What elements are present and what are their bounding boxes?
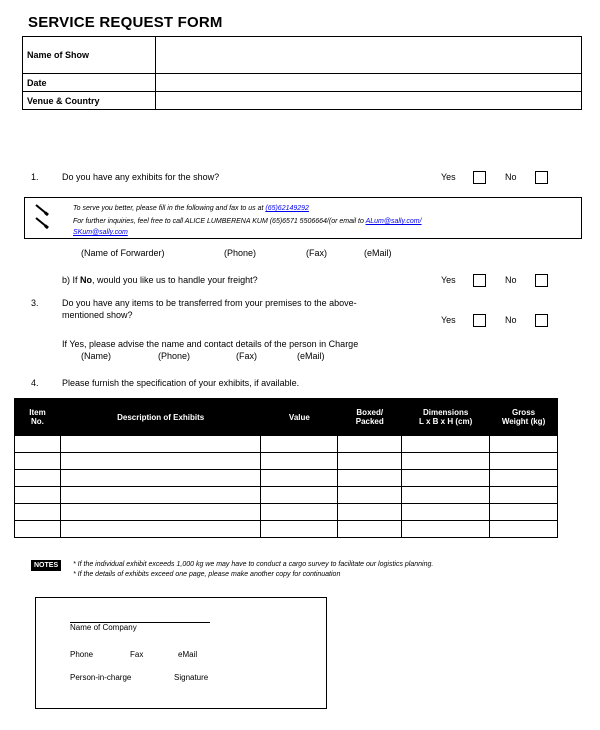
table-cell[interactable]: [15, 521, 61, 538]
table-cell[interactable]: [490, 487, 558, 504]
qb-no-label: No: [505, 275, 517, 285]
pencil-icon: [35, 204, 49, 216]
q1-number: 1.: [31, 172, 39, 182]
table-cell[interactable]: [402, 436, 490, 453]
fax-label: Fax: [130, 650, 144, 659]
email-label: eMail: [178, 650, 198, 659]
table-cell[interactable]: [261, 453, 338, 470]
table-cell[interactable]: [490, 504, 558, 521]
table-row: [15, 521, 558, 538]
show-details-table: [22, 36, 582, 110]
q1-yes-label: Yes: [441, 172, 456, 182]
table-cell[interactable]: [402, 470, 490, 487]
phone-label: Phone: [70, 650, 94, 659]
company-name-label: Name of Company: [70, 622, 210, 632]
name-of-show-label: Name of Show: [23, 37, 156, 74]
inquiry-instruction-cont: [73, 229, 128, 236]
inquiry-instruction: For further inquiries, feel free to call ALICE LUMBERENA KUM (65)6571 5506664/(or email to ALum@sally.com/: [73, 218, 422, 225]
table-cell[interactable]: [60, 453, 261, 470]
signature-label: Signature: [174, 673, 209, 682]
q3-number: 3.: [31, 298, 39, 308]
spec-header-5: [490, 399, 558, 436]
table-cell[interactable]: [15, 487, 61, 504]
email-link-1[interactable]: ALum@sally.com/: [365, 218, 422, 225]
table-cell[interactable]: [338, 453, 402, 470]
table-cell[interactable]: [490, 453, 558, 470]
table-cell[interactable]: [60, 436, 261, 453]
spec-header-2: [261, 399, 338, 436]
q3-no-label: No: [505, 315, 517, 325]
venue-label: Venue & Country: [23, 92, 156, 110]
q3-yes-label: Yes: [441, 315, 456, 325]
exhibit-spec-table: [14, 398, 558, 538]
spec-header-line2: No.: [31, 417, 44, 426]
venue-field[interactable]: [156, 92, 582, 110]
table-row: [15, 487, 558, 504]
spec-header-line1: Item: [29, 408, 46, 417]
q3-text-line2: mentioned show?: [62, 310, 133, 320]
table-cell[interactable]: [60, 504, 261, 521]
contact-phone-label: (Phone): [158, 351, 191, 361]
spec-header-line1: Dimensions: [422, 408, 469, 417]
spec-header-4: [402, 399, 490, 436]
table-cell[interactable]: [261, 487, 338, 504]
q1-no-label: No: [505, 172, 517, 182]
signature-block: [35, 597, 327, 709]
spec-header-line1: Gross: [511, 408, 536, 417]
table-cell[interactable]: [15, 453, 61, 470]
pencil-icon: [35, 217, 49, 229]
name-of-show-field[interactable]: [156, 37, 582, 74]
table-cell[interactable]: [15, 470, 61, 487]
spec-header-3: [338, 399, 402, 436]
fax-instruction: To serve you better, please fill in the following and fax to us at (65)62149292: [73, 205, 309, 212]
table-cell[interactable]: [261, 436, 338, 453]
qb-no-checkbox[interactable]: [535, 274, 548, 287]
table-cell[interactable]: [338, 504, 402, 521]
notes-label: NOTES: [31, 560, 61, 571]
table-cell[interactable]: [15, 504, 61, 521]
table-cell[interactable]: [60, 470, 261, 487]
table-cell[interactable]: [338, 436, 402, 453]
spec-header-line1: Boxed/: [356, 408, 384, 417]
q1-yes-checkbox[interactable]: [473, 171, 486, 184]
person-in-charge-label: Person-in-charge: [70, 673, 132, 682]
spec-header-line2: Weight (kg): [501, 417, 546, 426]
contact-name-label: (Name): [81, 351, 112, 361]
table-row: [15, 470, 558, 487]
table-row: [15, 453, 558, 470]
forwarder-fax-label: (Fax): [306, 248, 327, 258]
q3-no-checkbox[interactable]: [535, 314, 548, 327]
table-cell[interactable]: [261, 521, 338, 538]
note-2: * If the details of exhibits exceed one page, please make another copy for continuation: [73, 571, 341, 578]
qb-yes-label: Yes: [441, 275, 456, 285]
spec-header-line1: Description of Exhibits: [117, 412, 205, 422]
date-label: Date: [23, 74, 156, 92]
q3-yes-checkbox[interactable]: [473, 314, 486, 327]
table-row: [15, 504, 558, 521]
table-cell[interactable]: [15, 436, 61, 453]
table-cell[interactable]: [60, 521, 261, 538]
table-cell[interactable]: [261, 504, 338, 521]
forwarder-phone-label: (Phone): [224, 248, 257, 258]
spec-header-0: [15, 399, 61, 436]
table-cell[interactable]: [338, 487, 402, 504]
fax-number-link[interactable]: (65)62149292: [265, 205, 309, 212]
table-cell[interactable]: [261, 470, 338, 487]
spec-header-1: [60, 399, 261, 436]
table-cell[interactable]: [60, 487, 261, 504]
q4-text: Please furnish the specification of your exhibits, if available.: [62, 378, 300, 388]
table-cell[interactable]: [338, 470, 402, 487]
q3-sub-text: If Yes, please advise the name and contact details of the person in Charge: [62, 339, 359, 349]
table-cell[interactable]: [490, 470, 558, 487]
note-1: * If the individual exhibit exceeds 1,000 kg we may have to conduct a cargo survey to facilitate our logistics planning.: [73, 561, 434, 568]
contact-fax-label: (Fax): [236, 351, 257, 361]
date-field[interactable]: [156, 74, 582, 92]
contact-email-label: (eMail): [297, 351, 325, 361]
q3-text-line1: Do you have any items to be transferred from your premises to the above-: [62, 298, 357, 308]
q4-number: 4.: [31, 378, 39, 388]
q1-no-checkbox[interactable]: [535, 171, 548, 184]
spec-header-line2: Packed: [355, 417, 384, 426]
table-cell[interactable]: [490, 521, 558, 538]
table-cell[interactable]: [402, 521, 490, 538]
page-title: SERVICE REQUEST FORM: [28, 14, 223, 31]
table-cell[interactable]: [338, 521, 402, 538]
qb-yes-checkbox[interactable]: [473, 274, 486, 287]
table-row: [15, 436, 558, 453]
table-cell[interactable]: [490, 436, 558, 453]
email-link-2[interactable]: SKum@sally.com: [73, 229, 128, 236]
forwarder-name-label: (Name of Forwarder): [81, 248, 165, 258]
table-cell[interactable]: [402, 487, 490, 504]
spec-header-line1: Value: [288, 412, 310, 422]
spec-header-line2: L x B x H (cm): [419, 417, 473, 426]
table-cell[interactable]: [402, 504, 490, 521]
forwarder-email-label: (eMail): [364, 248, 392, 258]
table-cell[interactable]: [402, 453, 490, 470]
fax-instructions-box: [24, 197, 582, 239]
q1-text: Do you have any exhibits for the show?: [62, 172, 220, 182]
qb-text: b) If No, would you like us to handle your freight?: [62, 275, 258, 285]
